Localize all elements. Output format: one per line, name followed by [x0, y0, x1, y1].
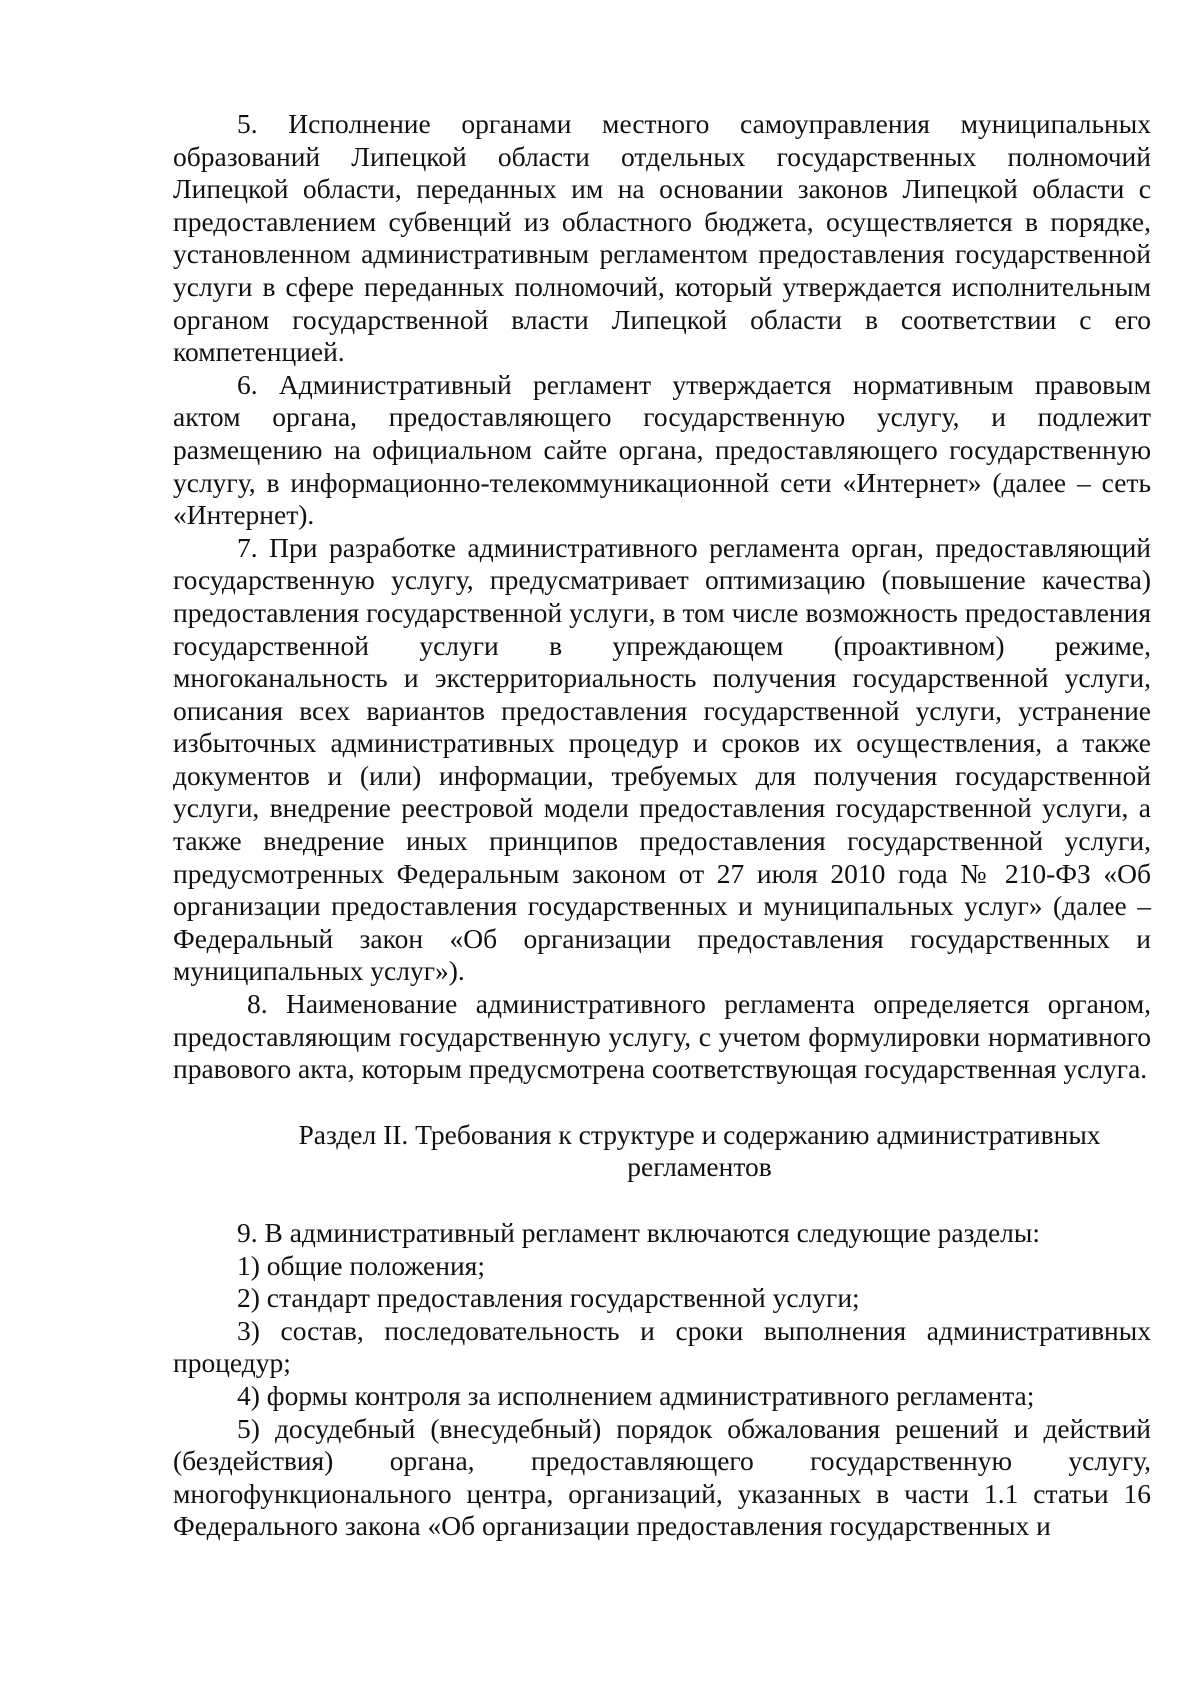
paragraph-6: 6. Административный регламент утверждается нормативным правовым актом органа, предоставляющего государственную услугу, и подлежит размещению на официальном сайте органа, предоставляющего государственную услугу, в информационно-телекоммуникационной сети «Интернет» (далее – сеть «Интернет). [173, 368, 1151, 531]
paragraph-9: 9. В административный регламент включаются следующие разделы: [237, 1217, 1041, 1248]
section-heading-line2: регламентов [627, 1151, 772, 1183]
list-item-1: 1) общие положения; [237, 1249, 485, 1281]
section-heading [173, 1086, 1151, 1217]
section-heading-line1: Раздел II. Требования к структуре и содержанию административных [298, 1118, 1101, 1150]
paragraph-7: 7. При разработке административного регламента орган, предоставляющий государственную услугу, предусматривает оптимизацию (повышение качества) предоставления государственной услуги, в том числе возможность предоставления государственной услуги в упреждающем (проактивном) режиме, многоканальность и экстерриториальность получения государственной услуги, описания всех вариантов предоставления государственной услуги, устранение избыточных административных процедур и сроков их осуществления, а также документов и (или) информации, требуемых для получения государственной услуги, внедрение реестровой модели предоставления государственной услуги, а также внедрение иных принципов предоставления государственной услуги, предусмотренных Федеральным законом от 27 июля 2010 года № 210-ФЗ «Об организации предоставления государственных и муниципальных услуг» (далее – Федеральный закон «Об организации предоставления государственных и муниципальных услуг»). [173, 531, 1151, 987]
list-item-4: 4) формы контроля за исполнением административного регламента; [237, 1379, 1035, 1411]
list-item-5: 5) досудебный (внесудебный) порядок обжалования решений и действий (бездействия) органа, предоставляющего государственную услугу, многофункционального центра, организаций, указанных в части 1.1 статьи 16 Федерального закона «Об организации предоставления государственных и [173, 1412, 1151, 1542]
list-item-2: 2) стандарт предоставления государственной услуги; [237, 1282, 860, 1314]
list-item-3: 3) состав, последовательность и сроки выполнения административных процедур; [173, 1314, 1151, 1379]
paragraph-5: 5. Исполнение органами местного самоуправления муниципальных образований Липецкой области отдельных государственных полномочий Липецкой области, переданных им на основании законов Липецкой области с предоставлением субвенций из областного бюджета, осуществляется в порядке, установленном административным регламентом предоставления государственной услуги в сфере переданных полномочий, который утверждается исполнительным органом государственной власти Липецкой области в соответствии с его компетенцией. [173, 108, 1151, 368]
document-page [173, 108, 1151, 1543]
paragraph-8: 8. Наименование административного регламента определяется органом, предоставляющим государственную услугу, с учетом формулировки нормативного правового акта, которым предусмотрена соответствующая государственная услуга. [173, 988, 1151, 1085]
